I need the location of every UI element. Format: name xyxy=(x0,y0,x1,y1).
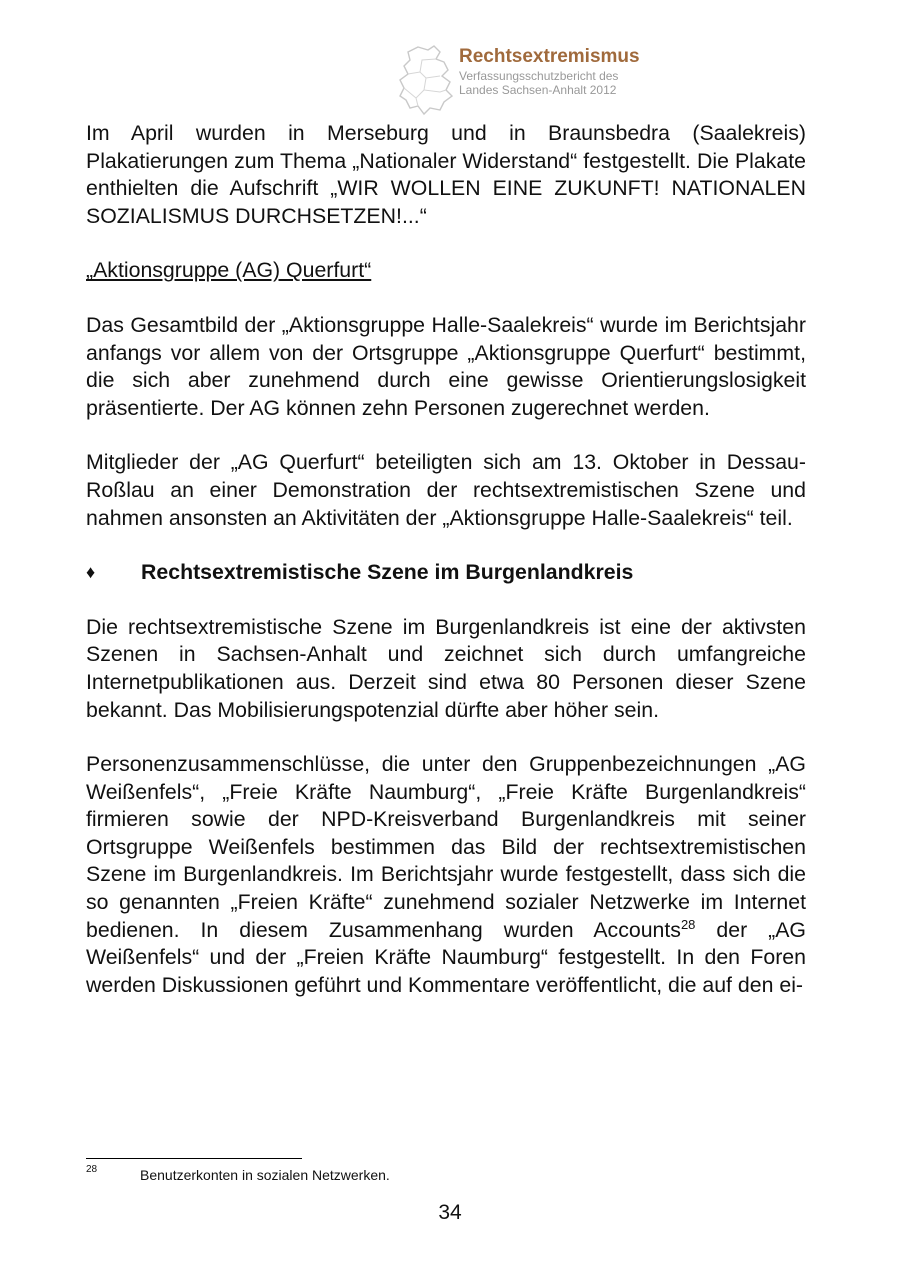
header-subtitle-line2: Landes Sachsen-Anhalt 2012 xyxy=(459,83,617,97)
header-subtitle-line1: Verfassungsschutzbericht des xyxy=(459,69,619,83)
footnote-text: Benutzerkonten in sozialen Netzwerken. xyxy=(140,1167,390,1183)
page-number: 34 xyxy=(438,1201,462,1224)
subheading-ag-querfurt: „Aktionsgruppe (AG) Querfurt“ xyxy=(86,258,372,283)
page-header xyxy=(396,44,696,116)
paragraph-personenzusammenschluesse xyxy=(86,751,806,999)
footnote-reference[interactable]: 28 xyxy=(680,916,696,932)
header-title: Rechtsextremismus xyxy=(459,46,640,67)
paragraph-gesamtbild: Das Gesamtbild der „Aktionsgruppe Halle-Saalekreis“ wurde im Berichtsjahr anfangs vor allem von der Ortsgruppe „Aktionsgruppe Querfurt“ bestimmt, die sich aber zunehmend durch eine gewisse Orientierungslosigkeit präsentierte. Der AG können zehn Personen zugerechnet werden. xyxy=(86,312,806,420)
footnote-number: 28 xyxy=(86,1164,98,1175)
paragraph-szene-burgenlandkreis: Die rechtsextremistische Szene im Burgenlandkreis ist eine der aktivsten Szenen in Sachsen-Anhalt und zeichnet sich durch umfangreiche Internetpublikationen aus. Derzeit sind etwa 80 Personen dieser Szene bekannt. Das Mobilisierungspotenzial dürfte aber höher sein. xyxy=(86,614,806,722)
sachsen-anhalt-map-icon xyxy=(396,44,458,116)
section-heading-text: Rechtsextremistische Szene im Burgenlandkreis xyxy=(141,560,634,585)
diamond-bullet-icon: ♦ xyxy=(86,562,96,583)
section-heading-burgenlandkreis xyxy=(86,559,806,587)
paragraph-merseburg-plakate: Im April wurden in Merseburg und in Braunsbedra (Saalekreis) Plakatierungen zum Thema „Nationaler Widerstand“ festgestellt. Die Plakate enthielten die Aufschrift „WIR WOLLEN EINE ZUKUNFT! NATIONALEN SOZIALISMUS DURCHSETZEN!...“ xyxy=(86,121,806,228)
footnote-divider xyxy=(86,1158,302,1159)
paragraph-mitglieder-querfurt: Mitglieder der „AG Querfurt“ beteiligten sich am 13. Oktober in Dessau-Roßlau an einer Demonstration der rechtsextremistischen Szene und nahmen ansonsten an Aktivitäten der „Aktionsgruppe Halle-Saalekreis“ teil. xyxy=(86,450,806,530)
paragraph-text-part1: Personenzusammenschlüsse, die unter den Gruppenbezeichnungen „AG Weißenfels“, „Freie Kräfte Naumburg“, „Freie Kräfte Burgenlandkreis“ firmieren sowie der NPD-Kreisverband Burgenlandkreis mit seiner Ortsgruppe Weißenfels bestimmen das Bild der rechtsextremistischen Szene im Burgenlandkreis. Im Berichtsjahr wurde festgestellt, dass sich die so genannten „Freien Kräfte“ zunehmend sozialer Netzwerke im Internet bedienen. In diesem Zusammenhang wurden Accounts xyxy=(86,752,806,942)
main-content xyxy=(86,120,806,999)
paragraph-text-part2: der „AG Weißenfels“ und der „Freien Kräfte Naumburg“ festgestellt. In den Foren werden Diskussionen geführt und Kommentare veröffentlicht, die auf den ei- xyxy=(86,917,806,997)
